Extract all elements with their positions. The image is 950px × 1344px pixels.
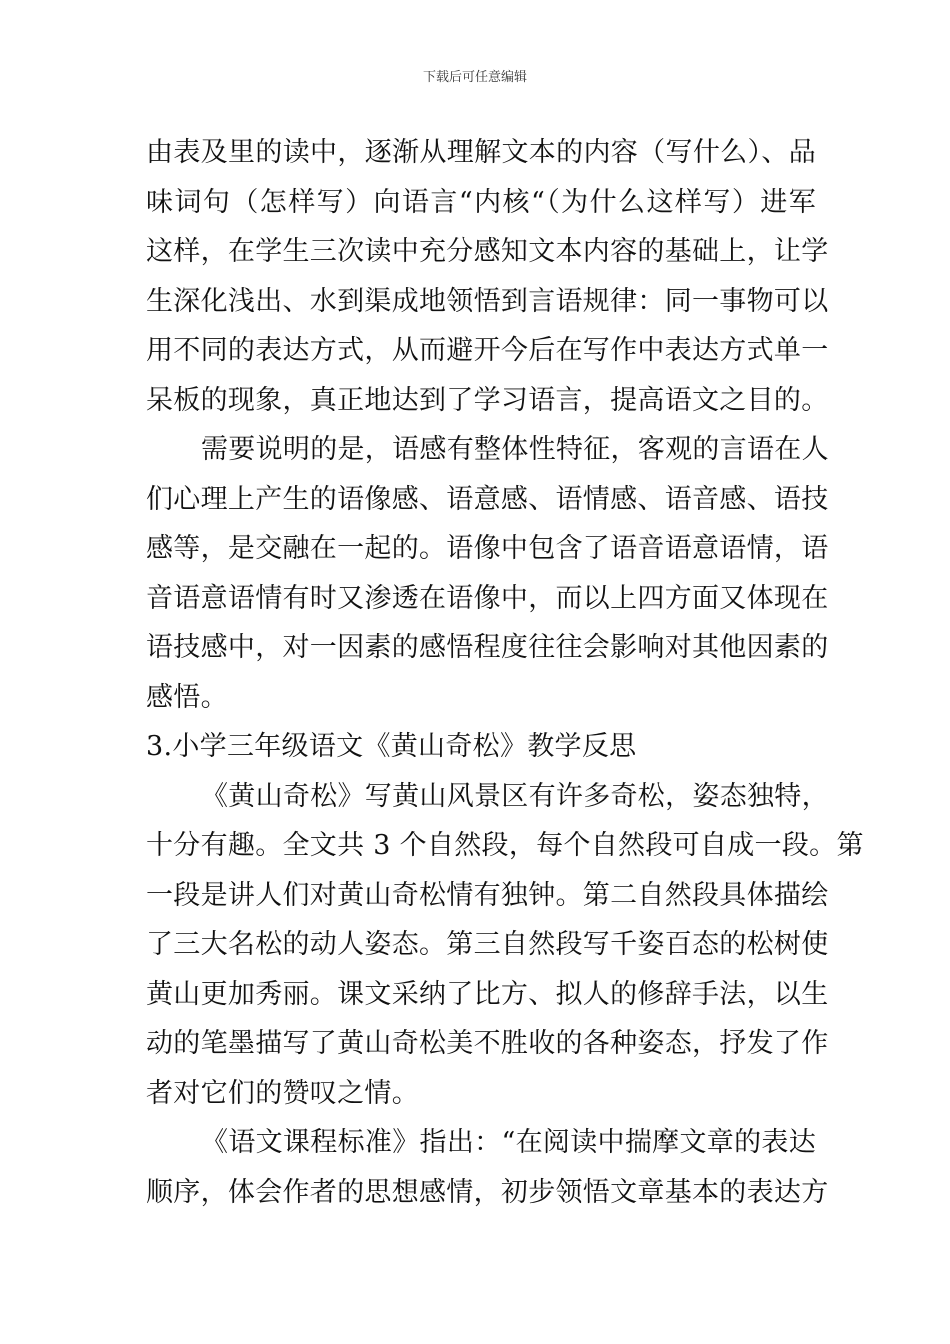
page-header: 下载后可任意编辑: [422, 70, 527, 85]
paragraph-line: 十分有趣。全文共 3 个自然段，每个自然段可自成一段。第: [146, 830, 864, 861]
paragraph-line: 《语文课程标准》指出：“在阅读中揣摩文章的表达: [201, 1127, 816, 1158]
paragraph-line: 味词句（怎样写）向语言“内核“（为什么这样写）进军: [146, 186, 816, 218]
paragraph-line: 语技感中，对一因素的感悟程度往往会影响对其他因素的: [146, 632, 829, 663]
paragraph-line: 用不同的表达方式，从而避开今后在写作中表达方式单一: [146, 335, 829, 366]
paragraph-line: 由表及里的读中，逐渐从理解文本的内容（写什么）、品: [146, 137, 816, 168]
paragraph-line: 感等，是交融在一起的。语像中包含了语音语意语情，语: [146, 533, 829, 564]
paragraph-line: 者对它们的赞叹之情。: [146, 1077, 419, 1109]
paragraph-line: 一段是讲人们对黄山奇松情有独钟。第二自然段具体描绘: [146, 879, 829, 911]
paragraph-line: 需要说明的是，语感有整体性特征，客观的言语在人: [201, 434, 829, 465]
section-heading: 3.小学三年级语文《黄山奇松》教学反思: [146, 731, 637, 762]
paragraph-line: 呆板的现象，真正地达到了学习语言，提高语文之目的。: [146, 384, 829, 416]
paragraph-line: 生深化浅出、水到渠成地领悟到言语规律：同一事物可以: [146, 285, 829, 317]
paragraph-line: 这样，在学生三次读中充分感知文本内容的基础上，让学: [146, 236, 829, 267]
paragraph-line: 《黄山奇松》写黄山风景区有许多奇松，姿态独特，: [201, 780, 829, 812]
paragraph-line: 感悟。: [146, 681, 228, 713]
paragraph-line: 们心理上产生的语像感、语意感、语情感、语音感、语技: [146, 483, 829, 515]
paragraph-line: 动的笔墨描写了黄山奇松美不胜收的各种姿态，抒发了作: [146, 1028, 829, 1059]
document-body: [146, 128, 864, 1217]
paragraph-line: 黄山更加秀丽。课文采纳了比方、拟人的修辞手法，以生: [146, 978, 829, 1010]
paragraph-line: 音语意语情有时又渗透在语像中，而以上四方面又体现在: [146, 582, 829, 614]
paragraph-line: 了三大名松的动人姿态。第三自然段写千姿百态的松树使: [146, 929, 829, 960]
paragraph-line: 顺序，体会作者的思想感情，初步领悟文章基本的表达方: [146, 1176, 829, 1208]
